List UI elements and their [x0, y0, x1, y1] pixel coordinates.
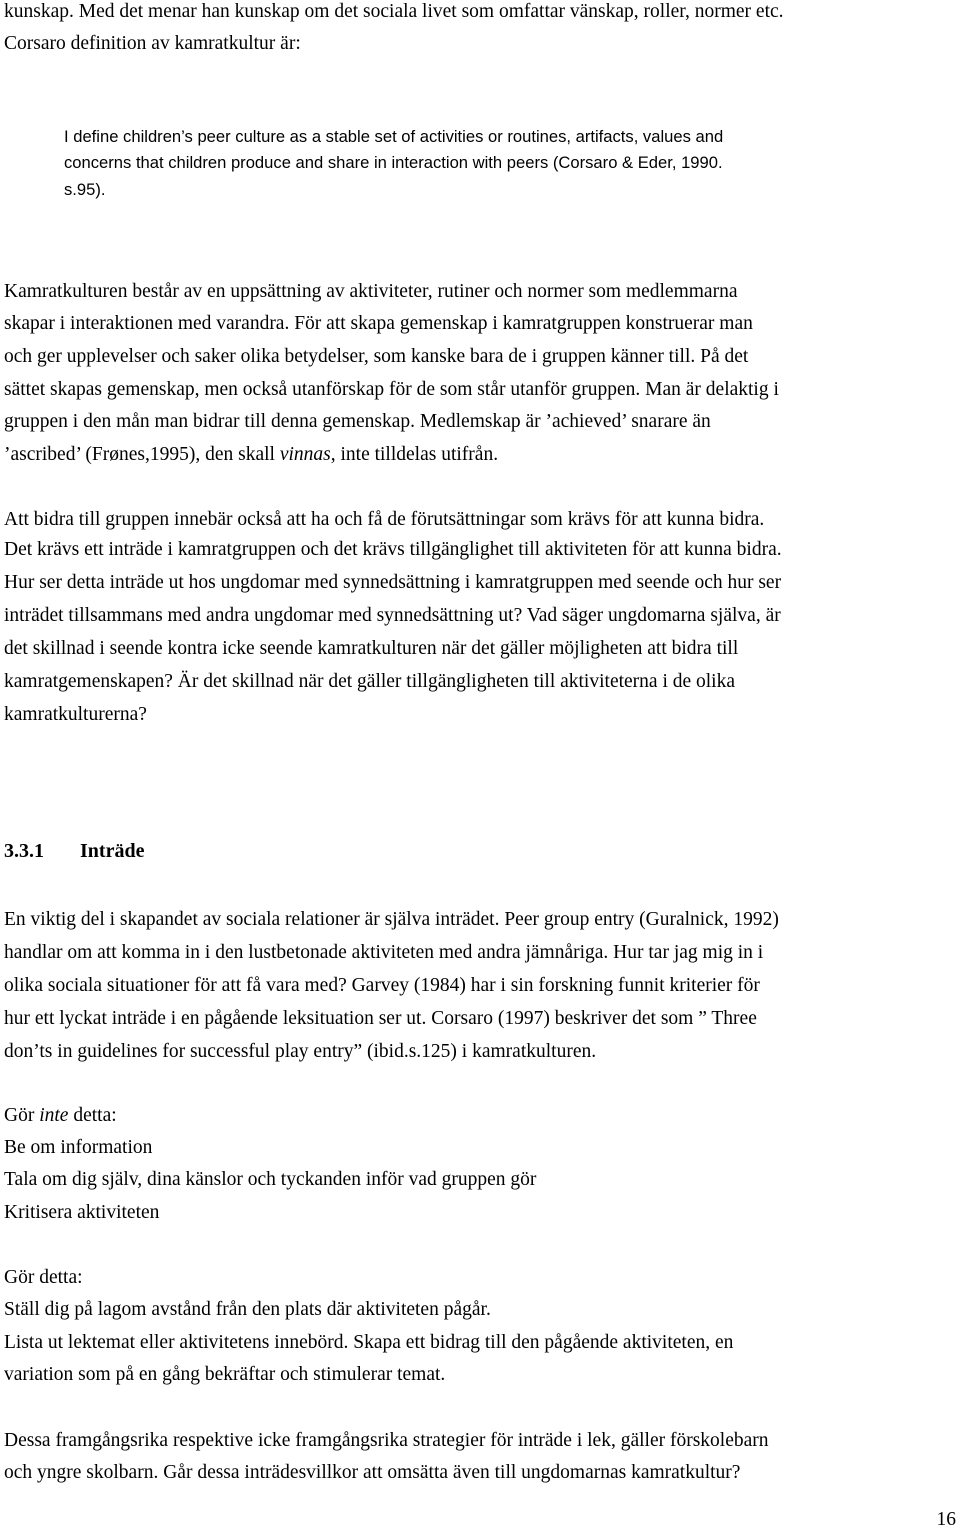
paragraph-line: handlar om att komma in i den lustbetonade aktiviteten med andra jämnåriga. Hur tar jag mig in i: [4, 942, 764, 963]
paragraph-line: gruppen i den mån man bidrar till denna gemenskap. Medlemskap är ’achieved’ snarare än: [4, 411, 711, 432]
section-heading: [4, 838, 144, 864]
list-item: Ställ dig på lagom avstånd från den plats där aktiviteten pågår.: [4, 1299, 491, 1320]
quote-line: concerns that children produce and share in interaction with peers (Corsaro & Eder, 1990.: [64, 153, 723, 172]
list-item: Be om information: [4, 1137, 153, 1158]
paragraph-line: sättet skapas gemenskap, men också utanförskap för de som står utanför gruppen. Man är delaktig i: [4, 379, 779, 400]
paragraph-line: don’ts in guidelines for successful play entry” (ibid.s.125) i kamratkulturen.: [4, 1041, 597, 1062]
emphasis: inte: [39, 1105, 69, 1126]
list-item: Tala om dig själv, dina känslor och tyckanden inför vad gruppen gör: [4, 1169, 537, 1190]
quote-line: s.95).: [64, 180, 106, 199]
list-heading: [4, 1104, 117, 1128]
paragraph-line: och ger upplevelser och saker olika betydelser, som kanske bara de i gruppen känner till. På det: [4, 346, 749, 367]
text-run: Gör: [4, 1105, 40, 1126]
emphasis: vinnas: [279, 444, 331, 465]
list-item: Lista ut lektemat eller aktivitetens innebörd. Skapa ett bidrag till den pågående aktiviteten, en: [4, 1332, 734, 1353]
intro-line: kunskap. Med det menar han kunskap om det sociala livet som omfattar vänskap, roller, normer etc.: [4, 1, 784, 22]
paragraph-line: olika sociala situationer för att få vara med? Garvey (1984) har i sin forskning funnit kriterier för: [4, 975, 760, 996]
paragraph-line: [4, 443, 498, 467]
paragraph-line: och yngre skolbarn. Går dessa inträdesvillkor att omsätta även till ungdomarnas kamratkultur?: [4, 1462, 741, 1483]
paragraph-line: Att bidra till gruppen innebär också att ha och få de förutsättningar som krävs för att kunna bidra.: [4, 509, 765, 530]
paragraph-line: hur ett lyckat inträde i en pågående leksituation ser ut. Corsaro (1997) beskriver det som ” Three: [4, 1008, 757, 1029]
page-number: 16: [936, 1509, 956, 1530]
paragraph-line: skapar i interaktionen med varandra. För att skapa gemenskap i kamratgruppen konstruerar man: [4, 313, 753, 334]
paragraph-line: Det krävs ett inträde i kamratgruppen och det krävs tillgänglighet till aktiviteten för att kunna bidra.: [4, 539, 782, 560]
paragraph-line: inträdet tillsammans med andra ungdomar med synnedsättning ut? Vad säger ungdomarna själva, är: [4, 605, 781, 626]
paragraph-line: kamratkulturerna?: [4, 704, 147, 725]
text-run: detta:: [68, 1105, 117, 1126]
paragraph-line: kamratgemenskapen? Är det skillnad när det gäller tillgängligheten till aktiviteterna i de olika: [4, 671, 736, 692]
text-run: , inte tilldelas utifrån.: [330, 444, 499, 465]
paragraph-line: Hur ser detta inträde ut hos ungdomar med synnedsättning i kamratgruppen med seende och hur ser: [4, 572, 782, 593]
intro-line: Corsaro definition av kamratkultur är:: [4, 33, 301, 54]
quote-line: I define children’s peer culture as a stable set of activities or routines, artifacts, values and: [64, 127, 724, 146]
paragraph-line: Kamratkulturen består av en uppsättning av aktiviteter, rutiner och normer som medlemmarna: [4, 281, 738, 302]
section-number: 3.3.1: [4, 840, 44, 862]
paragraph-line: Dessa framgångsrika respektive icke framgångsrika strategier för inträde i lek, gäller förskolebarn: [4, 1430, 769, 1451]
list-heading: Gör detta:: [4, 1267, 83, 1288]
list-item: Kritisera aktiviteten: [4, 1202, 160, 1223]
section-title: Inträde: [80, 840, 145, 862]
paragraph-line: det skillnad i seende kontra icke seende kamratkulturen när det gäller möjligheten att bidra till: [4, 638, 739, 659]
text-run: ’ascribed’ (Frønes,1995), den skall: [4, 444, 280, 465]
list-item: variation som på en gång bekräftar och stimulerar temat.: [4, 1364, 446, 1385]
paragraph-line: En viktig del i skapandet av sociala relationer är själva inträdet. Peer group entry (Guralnick, 1992): [4, 909, 779, 930]
